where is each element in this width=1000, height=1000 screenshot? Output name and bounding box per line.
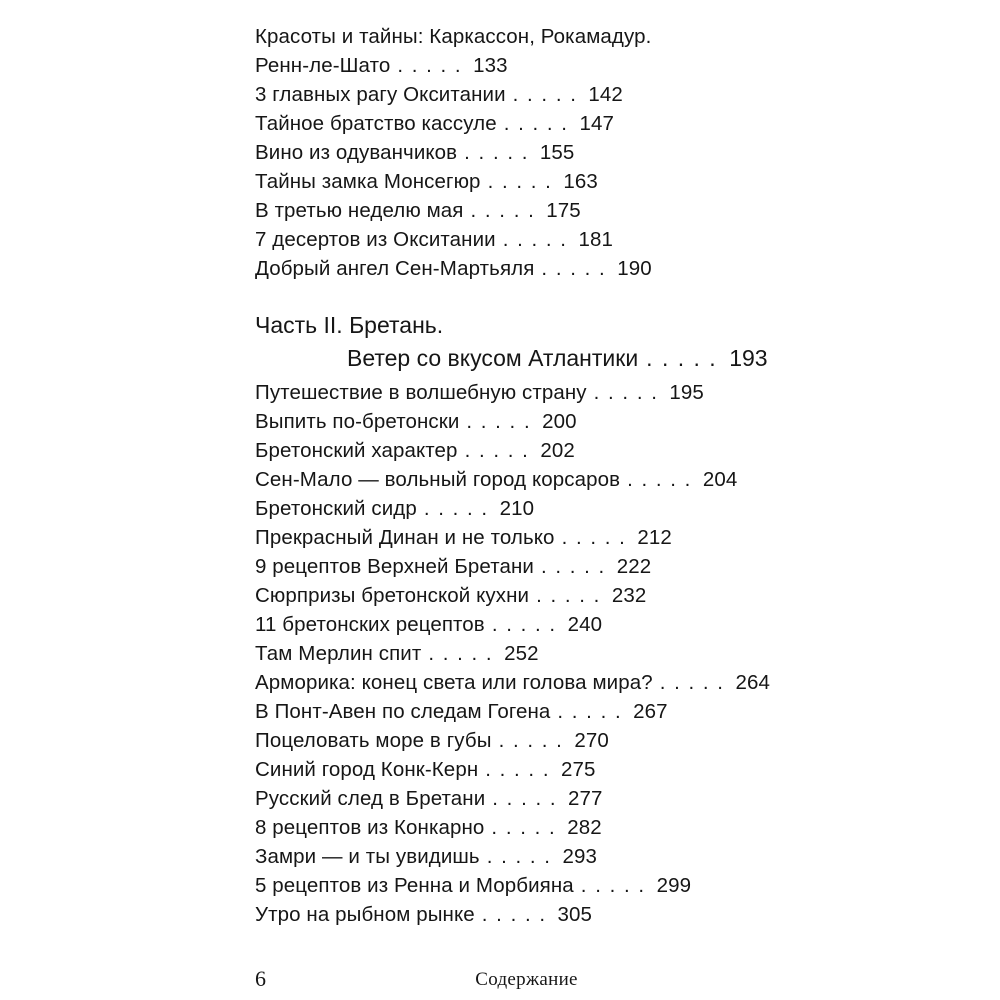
leader-dots: . . . . . [557, 700, 623, 723]
leader-dots: . . . . . [502, 228, 568, 251]
toc-entry [255, 225, 815, 254]
toc-entry-page-number: 252 [504, 642, 539, 665]
part-heading-subtitle-text: Ветер со вкусом Атлантики [347, 345, 639, 371]
toc-entry-title: Ренн-ле-Шато [255, 54, 391, 77]
toc-entry [255, 138, 815, 167]
toc-entry [255, 494, 815, 523]
leader-dots: . . . . . [536, 584, 601, 607]
leader-dots: . . . . . [486, 845, 552, 868]
toc-entry [255, 552, 815, 581]
toc-entry-title: Бретонский характер [255, 439, 458, 462]
toc-entry [255, 900, 815, 929]
toc-entry-title: 9 рецептов Верхней Бретани [255, 555, 534, 578]
leader-dots: . . . . . [485, 758, 551, 781]
part-heading-page-number: 193 [729, 345, 768, 371]
leader-dots: . . . . . [491, 816, 557, 839]
toc-entry-title: 8 рецептов из Конкарно [255, 816, 485, 839]
toc-entry-title: Выпить по-бретонски [255, 410, 460, 433]
toc-entry [255, 407, 815, 436]
toc-entry [255, 22, 815, 51]
toc-entry-title: Там Мерлин спит [255, 642, 422, 665]
toc-entry-page-number: 204 [702, 468, 738, 491]
toc-entry [255, 813, 815, 842]
toc-entry-title: Тайны замка Монсегюр [255, 170, 481, 193]
toc-entry-page-number: 200 [542, 410, 577, 433]
toc-entry-title: В третью неделю мая [255, 199, 464, 222]
toc-entry-title: Прекрасный Динан и не только [255, 526, 555, 549]
toc-entry-page-number: 305 [557, 903, 593, 926]
page-footer [255, 966, 798, 994]
part-heading-title: Часть II. Бретань. [255, 312, 444, 338]
toc-entry-title: Утро на рыбном рынке [255, 903, 475, 926]
toc-entry-page-number: 267 [633, 700, 668, 723]
toc-entry [255, 523, 815, 552]
toc-entry [255, 784, 815, 813]
leader-dots: . . . . . [659, 671, 725, 694]
toc-entry-page-number: 293 [562, 845, 597, 868]
footer-page-number: 6 [255, 966, 266, 991]
toc-entry-title: 7 десертов из Окситании [255, 228, 496, 251]
leader-dots: . . . . . [428, 642, 494, 665]
part-heading-subtitle [255, 342, 815, 375]
toc-entry-page-number: 147 [579, 112, 614, 135]
toc-entry [255, 80, 815, 109]
toc-entry-page-number: 277 [568, 787, 603, 810]
toc-entry-page-number: 264 [735, 671, 770, 694]
toc-entry-title: Сюрпризы бретонской кухни [255, 584, 530, 607]
footer-section-label: Содержание [475, 969, 578, 990]
toc-entry-page-number: 212 [637, 526, 672, 549]
toc-entry [255, 726, 815, 755]
leader-dots: . . . . . [466, 410, 532, 433]
leader-dots: . . . . . [492, 787, 558, 810]
toc-entry-title: 3 главных рагу Окситании [255, 83, 506, 106]
toc-entry [255, 842, 815, 871]
leader-dots: . . . . . [487, 170, 553, 193]
toc-entry-title: В Понт-Авен по следам Гогена [255, 700, 551, 723]
toc-entry-title: Добрый ангел Сен-Мартьяля [255, 257, 535, 280]
toc-entry-page-number: 240 [567, 613, 603, 636]
toc-entry-title: Красоты и тайны: Каркассон, Рокамадур. [255, 25, 652, 48]
toc-entry [255, 51, 815, 80]
toc-entry [255, 755, 815, 784]
leader-dots: . . . . . [512, 83, 578, 106]
toc-entry [255, 871, 815, 900]
toc-entry-page-number: 195 [669, 381, 704, 404]
toc-entry [255, 697, 815, 726]
toc-entry-page-number: 175 [546, 199, 581, 222]
toc-entry-title: Синий город Конк-Керн [255, 758, 479, 781]
toc-entry-title: Вино из одуванчиков [255, 141, 458, 164]
leader-dots: . . . . . [541, 257, 607, 280]
toc-entry-title: Поцеловать море в губы [255, 729, 492, 752]
leader-dots: . . . . . [423, 497, 489, 520]
leader-dots: . . . . . [491, 613, 557, 636]
toc-entry [255, 465, 815, 494]
leader-dots: . . . . . [470, 199, 536, 222]
leader-dots: . . . . . [464, 439, 530, 462]
toc-entry-page-number: 155 [539, 141, 575, 164]
toc-entry [255, 109, 815, 138]
toc-entry [255, 378, 815, 407]
toc-entry-page-number: 299 [656, 874, 692, 897]
leader-dots: . . . . . [561, 526, 627, 549]
toc-entry-page-number: 142 [588, 83, 623, 106]
leader-dots: . . . . . [580, 874, 646, 897]
toc-entry-title: Бретонский сидр [255, 497, 417, 520]
leader-dots: . . . . . [498, 729, 564, 752]
leader-dots: . . . . . [397, 54, 463, 77]
toc-entry-page-number: 163 [563, 170, 598, 193]
toc-entry-title: Путешествие в волшебную страну [255, 381, 587, 404]
leader-dots: . . . . . [646, 345, 718, 371]
toc-entry [255, 436, 815, 465]
leader-dots: . . . . . [540, 555, 606, 578]
toc-entry [255, 610, 815, 639]
toc-entry-page-number: 275 [561, 758, 596, 781]
toc-entry-title: 5 рецептов из Ренна и Морбияна [255, 874, 574, 897]
leader-dots: . . . . . [627, 468, 692, 491]
toc-entry [255, 196, 815, 225]
toc-entry-title: Тайное братство кассуле [255, 112, 497, 135]
leader-dots: . . . . . [464, 141, 529, 164]
toc-entry-page-number: 202 [540, 439, 575, 462]
toc-entry-page-number: 181 [578, 228, 613, 251]
toc-entry-title: Русский след в Бретани [255, 787, 486, 810]
toc-entry-page-number: 232 [611, 584, 647, 607]
toc-entry-title: Сен-Мало — вольный город корсаров [255, 468, 621, 491]
toc-entry-page-number: 222 [616, 555, 652, 578]
toc-entry-page-number: 282 [567, 816, 602, 839]
leader-dots: . . . . . [503, 112, 569, 135]
toc-entry-title: Арморика: конец света или голова мира? [255, 671, 653, 694]
toc-entry-page-number: 270 [574, 729, 609, 752]
toc-entry-title: Замри — и ты увидишь [255, 845, 480, 868]
toc-entry [255, 167, 815, 196]
toc-entry-page-number: 210 [499, 497, 535, 520]
toc-entry [255, 254, 815, 283]
toc-entry-page-number: 133 [473, 54, 508, 77]
toc-entry [255, 639, 815, 668]
toc-entry-page-number: 190 [617, 257, 652, 280]
leader-dots: . . . . . [481, 903, 547, 926]
toc-entry-title: 11 бретонских рецептов [255, 613, 485, 636]
table-of-contents [255, 22, 815, 929]
toc-entry [255, 668, 815, 697]
leader-dots: . . . . . [593, 381, 659, 404]
toc-entry [255, 581, 815, 610]
